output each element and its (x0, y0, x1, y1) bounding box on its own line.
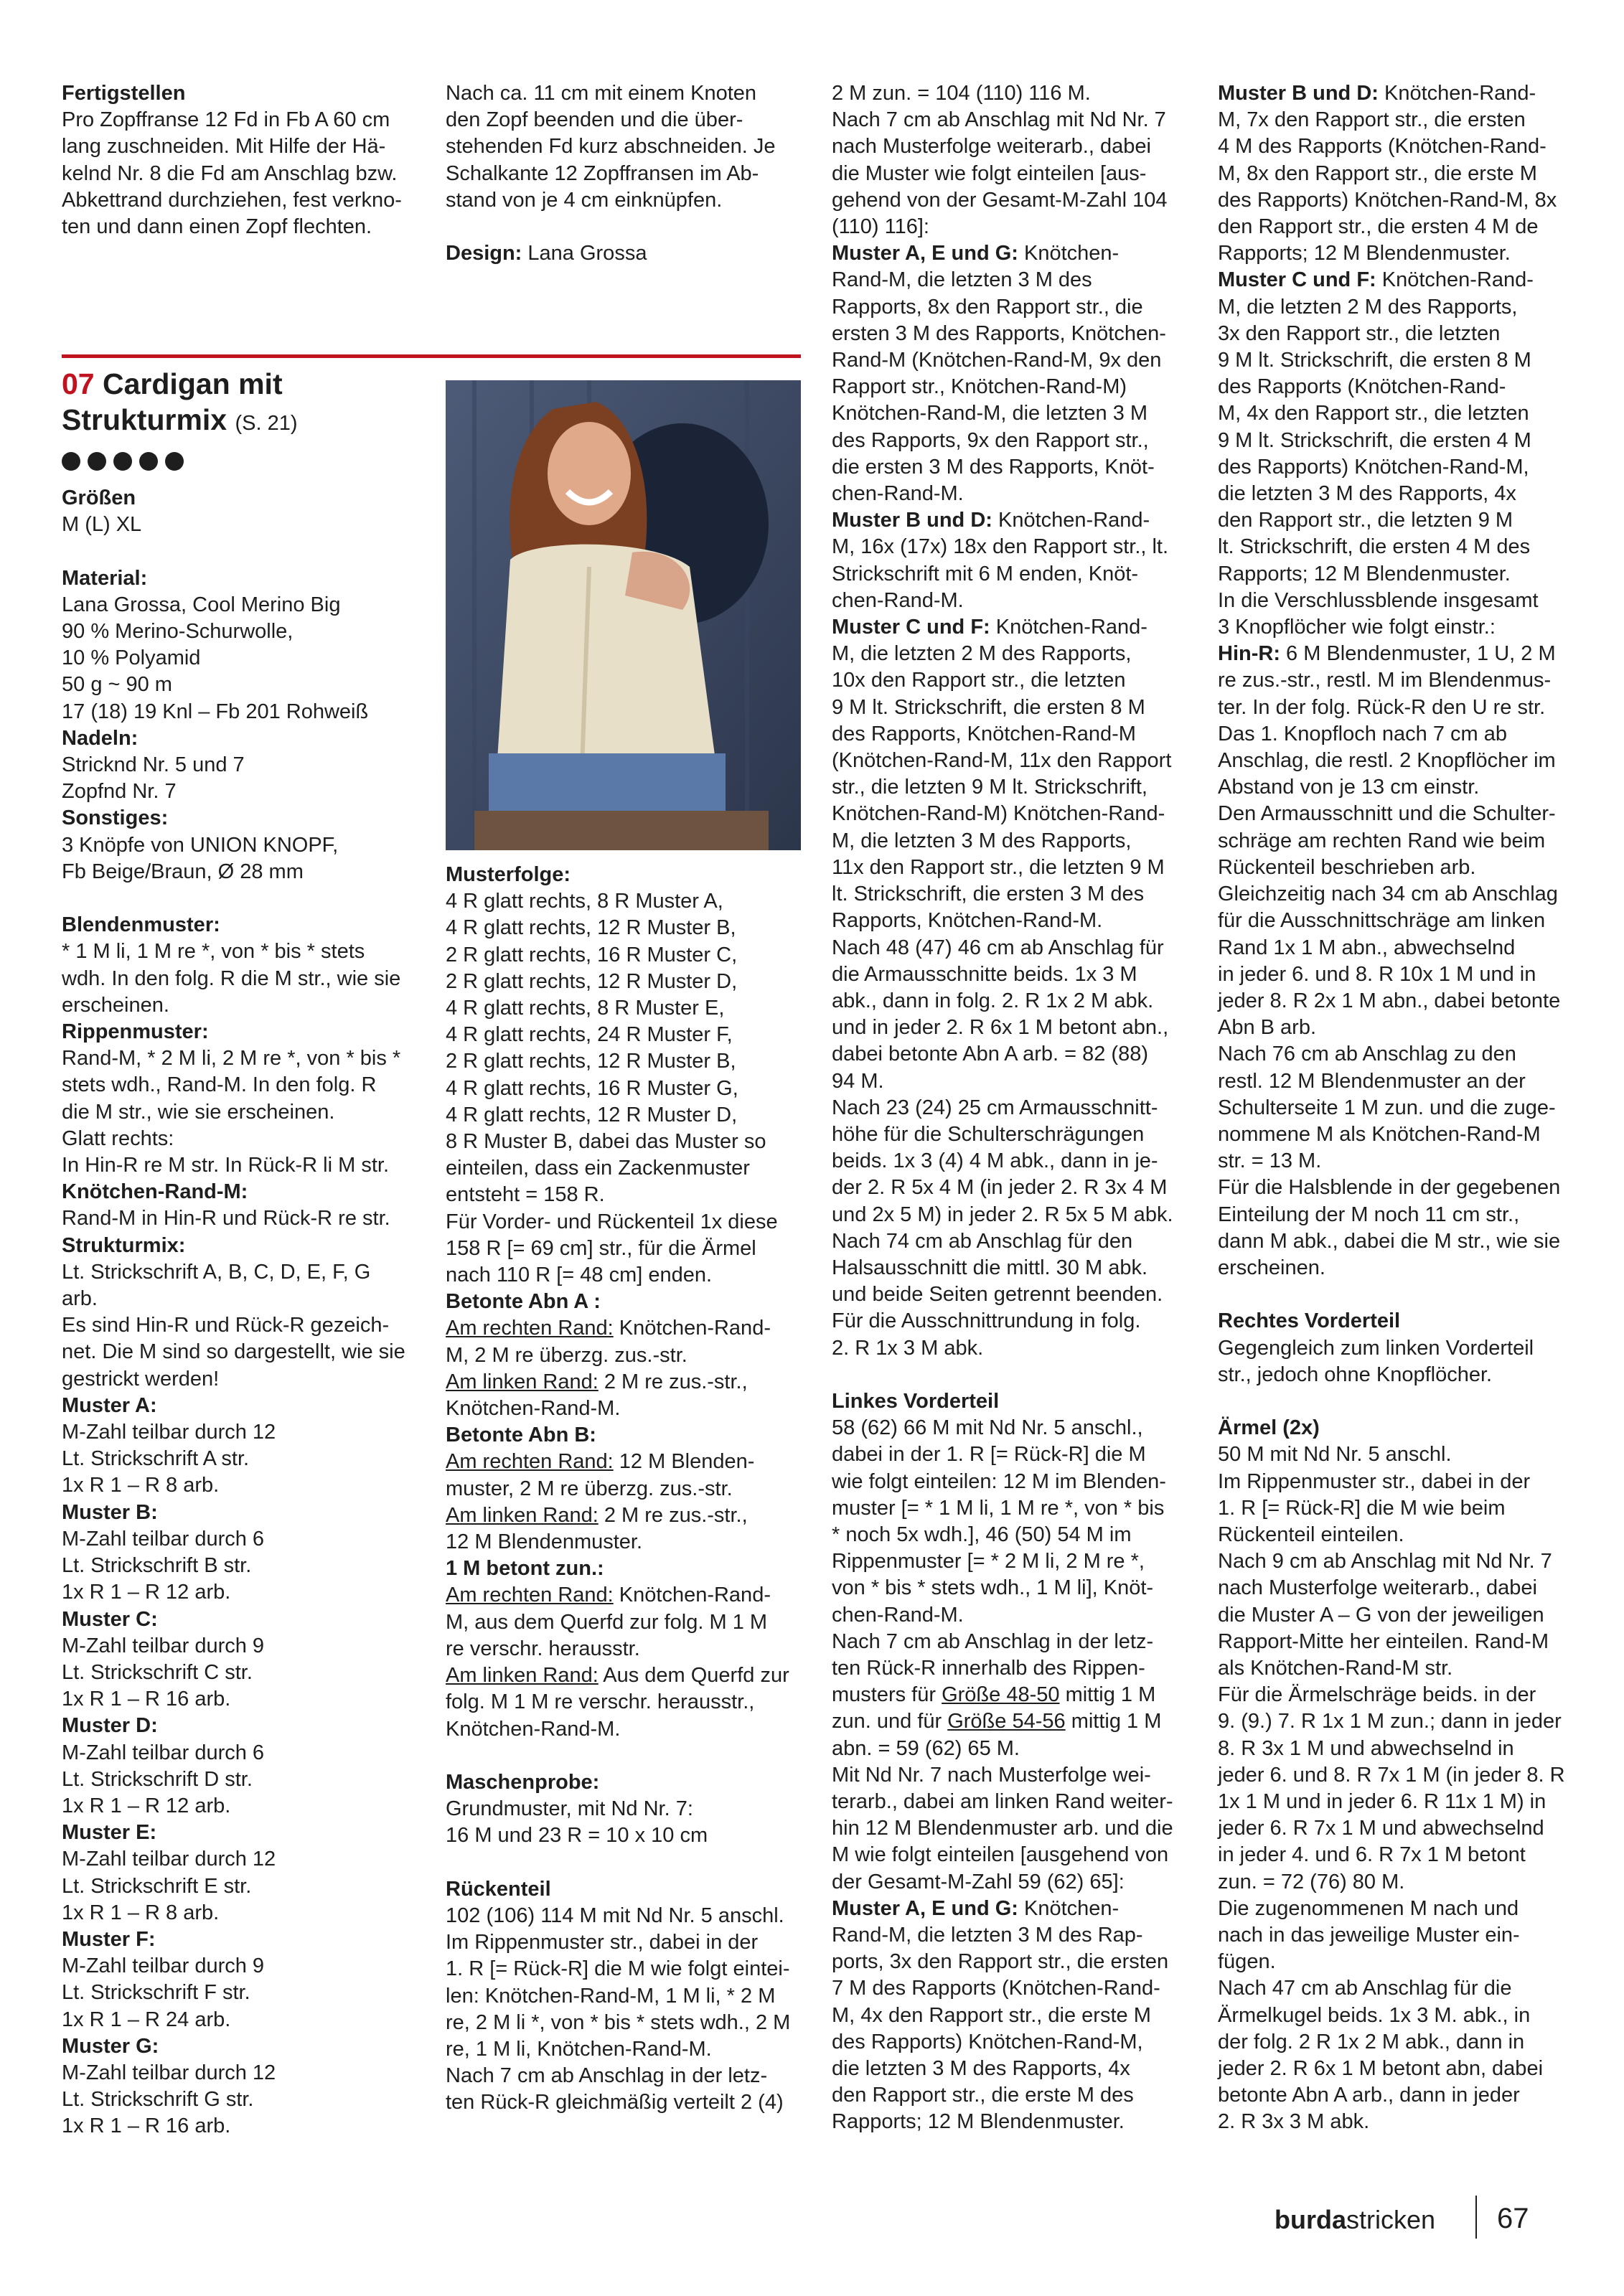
heading-fertigstellen: Fertigstellen (62, 82, 186, 105)
heading-strukturmix: Strukturmix: (62, 1233, 186, 1257)
text-muster-cf (832, 614, 1187, 1362)
design-value: Lana Grossa (522, 242, 647, 265)
label-muster-cf-2: Muster C und F: (1218, 268, 1376, 292)
heading-muster-d: Muster D: (62, 1714, 158, 1738)
difficulty-dot-icon (88, 452, 106, 471)
text-linker-rand: 2 M re zus.-str., 12 M Blendenmuster. (446, 1503, 748, 1554)
text-muster-b: M-Zahl teilbar durch 6 Lt. Strickschrift B str. 1x R 1 – R 12 arb. (62, 1527, 265, 1604)
column-4 (1218, 80, 1573, 2136)
label-muster-aeg-2: Muster A, E und G: (832, 1896, 1018, 1920)
text-material: Lana Grossa, Cool Merino Big 90 % Merino-Schurwolle, 10 % Polyamid 50 g ~ 90 m 17 (18) 19 Knl – Fb 201 Rohweiß (62, 593, 369, 723)
label-muster-bd: Muster B und D: (832, 509, 992, 532)
size-ref-54-56: Größe 54-56 (947, 1710, 1066, 1733)
text-betont-zun (446, 1582, 801, 1742)
label-muster-aeg: Muster A, E und G: (832, 242, 1018, 265)
text-knoetchen: Rand-M in Hin-R und Rück-R re str. (62, 1207, 390, 1231)
text-hin-r (1218, 641, 1573, 1281)
heading-muster-b: Muster B: (62, 1500, 158, 1524)
body-muster-bd-2: Knötchen-Rand- M, 7x den Rapport str., die ersten 4 M des Rapports (Knötchen-Rand- M, 8x den Rapport str., die erste M des Rapports) Knötchen-Rand-M, 8x den Rapport str., die ersten 4 M de Rapports; 12 M Blendenmuster. (1218, 82, 1557, 265)
heading-aermel: Ärmel (2x) (1218, 1416, 1320, 1440)
text-rechter-rand: Knötchen-Rand- M, 2 M re überzg. zus.-str. (446, 1317, 771, 1367)
heading-knoetchen: Knötchen-Rand-M: (62, 1180, 248, 1204)
design-label: Design: (446, 242, 522, 265)
heading-muster-f: Muster F: (62, 1927, 156, 1951)
label-linker-rand: Am linken Rand: (446, 1503, 599, 1527)
pattern-title (62, 366, 406, 441)
heading-betonte-abn-a: Betonte Abn A : (446, 1290, 601, 1314)
heading-sonstiges: Sonstiges: (62, 806, 169, 830)
heading-rueckenteil: Rückenteil (446, 1877, 551, 1901)
body-muster-aeg-2: Knötchen- Rand-M, die letzten 3 M des Rap- ports, 3x den Rapport str., die ersten 7 M des Rapports (Knötchen-Rand- M, 4x den Rapport str., die erste M des Rapports) Knötchen-Rand-M, die letzten 3 M des Rapports, 4x den Rapport str., die erste M des Rapports; 12 M Blendenmuster. (832, 1896, 1169, 2134)
text-groessen: M (L) XL (62, 513, 142, 537)
size-ref-48-50: Größe 48-50 (942, 1683, 1060, 1707)
text-fertigstellen: Pro Zopffranse 12 Fd in Fb A 60 cm lang zuschneiden. Mit Hilfe der Hä- kelnd Nr. 8 die Fd am Anschlag bzw. Abkettrand durchziehen, fest verkno- ten und dann einen Zopf flechten. (62, 108, 402, 239)
body-muster-bd: Knötchen-Rand- M, 16x (17x) 18x den Rapport str., lt. Strickschrift mit 6 M enden, Knöt- chen-Rand-M. (832, 509, 1169, 612)
column-2 (446, 80, 801, 267)
difficulty-dot-icon (113, 452, 132, 471)
column-1 (62, 80, 417, 240)
heading-muster-g: Muster G: (62, 2034, 159, 2058)
text-rueckenteil: 102 (106) 114 M mit Nd Nr. 5 anschl. Im Rippenmuster str., dabei in der 1. R [= Rück-R] die M wie folgt eintei- len: Knötchen-Rand-M, 1 M li, * 2 M re, 2 M li *, von * bis * stets wdh., 2 M re, 1 M li, Knötchen-Rand-M. Nach 7 cm ab Anschlag in der letz- ten Rück-R gleichmäßig verteilt 2 (4) (446, 1904, 791, 2114)
heading-betonte-abn-b: Betonte Abn B: (446, 1424, 596, 1447)
heading-groessen: Größen (62, 486, 136, 509)
page-reference: (S. 21) (235, 412, 298, 435)
body-linkes-1: 58 (62) 66 M mit Nd Nr. 5 anschl., dabei in der 1. R [= Rück-R] die M wie folgt einteilen: 12 M im Blenden- muster [= * 1 M li, 1 M re *, von * bis * noch 5x wdh.], 46 (50) 54 M im Rippenmuster [= * 2 M li, 2 M re *, von * bis * stets wdh., 1 M li], Knöt- chen-Rand-M. Nach 7 cm ab Anschlag in der letz- ten Rück-R innerhalb des Rippen- musters für (832, 1416, 1166, 1707)
text-muster-aeg (832, 240, 1187, 507)
pattern-number: 07 (62, 367, 95, 400)
heading-rechtes-vorderteil: Rechtes Vorderteil (1218, 1309, 1401, 1333)
text-linker-rand: 2 M re zus.-str., Knötchen-Rand-M. (446, 1370, 748, 1421)
heading-rippenmuster: Rippenmuster: (62, 1020, 209, 1044)
label-rechter-rand: Am rechten Rand: (446, 1317, 614, 1340)
text-blendenmuster: * 1 M li, 1 M re *, von * bis * stets wdh. In den folg. R die M str., wie sie erscheinen. (62, 940, 401, 1017)
label-rechter-rand: Am rechten Rand: (446, 1584, 614, 1607)
text-muster-e: M-Zahl teilbar durch 12 Lt. Strickschrift E str. 1x R 1 – R 8 arb. (62, 1848, 276, 1924)
label-hin-r: Hin-R: (1218, 642, 1280, 666)
label-linker-rand: Am linken Rand: (446, 1370, 599, 1393)
body-muster-aeg: Knötchen- Rand-M, die letzten 3 M des Rapports, 8x den Rapport str., die ersten 3 M des Rapports, Knötchen- Rand-M (Knötchen-Rand-M, 9x den Rapport str., Knötchen-Rand-M) Knötchen-Rand-M, die letzten 3 M des Rapports, 9x den Rapport str., die ersten 3 M des Rapports, Knöt- chen-Rand-M. (832, 242, 1166, 506)
heading-musterfolge: Musterfolge: (446, 863, 571, 886)
difficulty-dot-icon (62, 452, 80, 471)
text-muster-d: M-Zahl teilbar durch 6 Lt. Strickschrift D str. 1x R 1 – R 12 arb. (62, 1741, 265, 1817)
text-rechtes-vorderteil: Gegengleich zum linken Vorderteil str., jedoch ohne Knopflöcher. (1218, 1336, 1534, 1386)
difficulty-rating (62, 452, 184, 471)
brand-rest: stricken (1346, 2205, 1436, 2234)
pattern-name: Cardigan mit Strukturmix (62, 367, 283, 436)
text-muster-aeg-2 (832, 1896, 1187, 2136)
text-muster-g: M-Zahl teilbar durch 12 Lt. Strickschrift G str. 1x R 1 – R 16 arb. (62, 2061, 276, 2138)
text-muster-f: M-Zahl teilbar durch 9 Lt. Strickschrift F str. 1x R 1 – R 24 arb. (62, 1954, 265, 2031)
label-muster-bd-2: Muster B und D: (1218, 82, 1379, 105)
footer-divider (1475, 2196, 1477, 2239)
text-betonte-abn-a (446, 1315, 801, 1422)
difficulty-dot-icon (165, 452, 184, 471)
text-aermel: 50 M mit Nd Nr. 5 anschl. Im Rippenmuster str., dabei in der 1. R [= Rück-R] die M wie beim Rückenteil einteilen. Nach 9 cm ab Anschlag mit Nd Nr. 7 nach Musterfolge weiterarb., dabei die Muster A – G von der jeweiligen Rapport-Mitte her einteilen. Rand-M als Knötchen-Rand-M str. Für die Ärmelschräge beids. in der 9. (9.) 7. R 1x 1 M zun.; dann in jeder 8. R 3x 1 M und abwechselnd in jeder 6. und 8. R 7x 1 M (in jeder 8. R 1x 1 M und in jeder 6. R 11x 1 M) in jeder 6. R 7x 1 M und abwechselnd in jeder 4. und 6. R 7x 1 M betont zun. = 72 (76) 80 M. Die zugenommenen M nach und nach in das jeweilige Muster ein- fügen. Nach 47 cm ab Anschlag für die Ärmelkugel beids. 1x 3 M. abk., in der folg. 2 R 1x 2 M abk., dann in jeder 2. R 6x 1 M betont abn, dabei betonte Abn A arb., dann in jeder 2. R 3x 3 M abk. (1218, 1443, 1565, 2134)
text-muster-c: M-Zahl teilbar durch 9 Lt. Strickschrift C str. 1x R 1 – R 16 arb. (62, 1634, 265, 1711)
heading-material: Material: (62, 566, 148, 590)
text-maschenprobe: Grundmuster, mit Nd Nr. 7: 16 M und 23 R = 10 x 10 cm (446, 1797, 708, 1848)
text-muster-cf-2 (1218, 267, 1573, 641)
text-rechter-rand: 12 M Blenden- muster, 2 M re überzg. zus.-str. (446, 1450, 755, 1500)
label-linker-rand: Am linken Rand: (446, 1664, 599, 1688)
text-nadeln: Stricknd Nr. 5 und 7 Zopfnd Nr. 7 (62, 753, 245, 804)
heading-muster-e: Muster E: (62, 1821, 157, 1845)
text-zopf-intro: Nach ca. 11 cm mit einem Knoten den Zopf beenden und die über- stehenden Fd kurz abschneiden. Je Schalkante 12 Zopffransen im Ab- stand von je 4 cm einknüpfen. (446, 82, 776, 212)
text-muster-bd-2 (1218, 80, 1573, 267)
text-muster-a: M-Zahl teilbar durch 12 Lt. Strickschrift A str. 1x R 1 – R 8 arb. (62, 1421, 276, 1497)
column-1-lower (62, 485, 417, 2140)
text-betonte-abn-b (446, 1449, 801, 1556)
text-rippenmuster: Rand-M, * 2 M li, 2 M re *, von * bis * stets wdh., Rand-M. In den folg. R die M str., wie sie erscheinen. Glatt rechts: In Hin-R re M str. In Rück-R li M str. (62, 1047, 401, 1177)
column-2-lower (446, 862, 801, 2117)
heading-linkes-vorderteil: Linkes Vorderteil (832, 1389, 1000, 1413)
heading-betont-zun: 1 M betont zun.: (446, 1557, 604, 1581)
brand-bold: burda (1275, 2205, 1347, 2234)
design-credit (446, 240, 801, 267)
heading-blendenmuster: Blendenmuster: (62, 913, 220, 937)
text-sonstiges: 3 Knöpfe von UNION KNOPF, Fb Beige/Braun, Ø 28 mm (62, 833, 339, 883)
body-muster-cf-2: Knötchen-Rand- M, die letzten 2 M des Rapports, 3x den Rapport str., die letzten 9 M lt. Strickschrift, die ersten 8 M des Rapports (Knötchen-Rand- M, 4x den Rapport str., die letzten 9 M lt. Strickschrift, die ersten 4 M des Rapports) Knötchen-Rand-M, die letzten 3 M des Rapports, 4x den Rapport str., die letzten 9 M lt. Strickschrift, die ersten 4 M des Rapports; 12 M Blendenmuster. In die Verschlussblende insgesamt 3 Knopflöcher wie folgt einstr.: (1218, 268, 1539, 639)
photo-illustration (446, 380, 801, 850)
column-3 (832, 80, 1187, 2136)
text-musterfolge: 4 R glatt rechts, 8 R Muster A, 4 R glatt rechts, 12 R Muster B, 2 R glatt rechts, 16 R Muster C, 2 R glatt rechts, 12 R Muster D, 4 R glatt rechts, 8 R Muster E, 4 R glatt rechts, 24 R Muster F, 2 R glatt rechts, 12 R Muster B, 4 R glatt rechts, 16 R Muster G, 4 R glatt rechts, 12 R Muster D, 8 R Muster B, dabei das Muster so einteilen, dass ein Zackenmuster entsteht = 158 R. Für Vorder- und Rückenteil 1x diese 158 R [= 69 cm] str., für die Ärmel nach 110 R [= 48 cm] enden. (446, 890, 778, 1287)
body-hin-r: 6 M Blendenmuster, 1 U, 2 M re zus.-str., restl. M im Blendenmus- ter. In der folg. Rück-R den U re str. Das 1. Knopfloch nach 7 cm ab Anschlag, die restl. 2 Knopflöcher im Abstand von je 13 cm einstr. Den Armausschnitt und die Schulter- schräge am rechten Rand wie beim Rückenteil beschrieben arb. Gleichzeitig nach 34 cm ab Anschlag für die Ausschnittschräge am linken Rand 1x 1 M abn., abwechselnd in jeder 6. und 8. R 10x 1 M und in jeder 8. R 2x 1 M abn., dabei betonte Abn B arb. Nach 76 cm ab Anschlag zu den restl. 12 M Blendenmuster an der Schulterseite 1 M zun. und die zuge- nommene M als Knötchen-Rand-M str. = 13 M. Für die Halsblende in der gegebenen Einteilung der M noch 11 cm str., dann M abk., dabei die M str., wie sie erscheinen. (1218, 642, 1561, 1279)
page-number: 67 (1497, 2203, 1529, 2234)
heading-muster-c: Muster C: (62, 1607, 158, 1631)
label-rechter-rand: Am rechten Rand: (446, 1450, 614, 1474)
text-rechter-rand: Knötchen-Rand- M, aus dem Querfd zur folg. M 1 M re verschr. herausstr. (446, 1584, 771, 1660)
heading-nadeln: Nadeln: (62, 726, 139, 750)
text-rueckenteil-cont: 2 M zun. = 104 (110) 116 M. Nach 7 cm ab Anschlag mit Nd Nr. 7 nach Musterfolge weiterarb., dabei die Muster wie folgt einteilen [aus- gehend von der Gesamt-M-Zahl 104 (110) 116]: (832, 82, 1168, 239)
body-linkes-3: mittig 1 M abn. = 59 (62) 65 M. Mit Nd Nr. 7 nach Musterfolge wei- terarb., dabei am linken Rand weiter- hin 12 M Blendenmuster arb. und die M wie folgt einteilen [ausgehend von der Gesamt-M-Zahl 59 (62) 65]: (832, 1710, 1173, 1893)
magazine-brand (1275, 2206, 1435, 2234)
heading-maschenprobe: Maschenprobe: (446, 1770, 600, 1794)
text-muster-bd (832, 507, 1187, 614)
label-muster-cf: Muster C und F: (832, 616, 990, 639)
text-linkes-vorderteil (832, 1415, 1187, 1896)
heading-muster-a: Muster A: (62, 1393, 157, 1417)
section-rule (62, 354, 801, 358)
text-strukturmix: Lt. Strickschrift A, B, C, D, E, F, G arb. Es sind Hin-R und Rück-R gezeich- net. Die M sind so dargestellt, wie sie gestrickt werden! (62, 1260, 405, 1391)
body-muster-cf: Knötchen-Rand- M, die letzten 2 M des Rapports, 10x den Rapport str., die letzten 9 M lt. Strickschrift, die ersten 8 M des Rapports, Knötchen-Rand-M (Knötchen-Rand-M, 11x den Rapport str., die letzten 9 M lt. Strickschrift, Knötchen-Rand-M) Knötchen-Rand- M, die letzten 3 M des Rapports, 11x den Rapport str., die letzten 9 M lt. Strickschrift, die ersten 3 M des Rapports, Knötchen-Rand-M. Nach 48 (47) 46 cm ab Anschlag für die Armausschnitte beids. 1x 3 M abk., dann in folg. 2. R 1x 2 M abk. und in jeder 2. R 6x 1 M betont abn., dabei betonte Abn A arb. = 82 (88) 94 M. Nach 23 (24) 25 cm Armausschnitt- höhe für die Schulterschrägungen beids. 1x 3 (4) 4 M abk., dann in je- der 2. R 5x 4 M (in jeder 2. R 3x 4 M und 2x 5 M) in jeder 2. R 5x 5 M abk. Nach 74 cm ab Anschlag für den Halsausschnitt die mittl. 30 M abk. und beide Seiten getrennt beenden. Für die Ausschnittrundung in folg. 2. R 1x 3 M abk. (832, 616, 1173, 1360)
text-linker-rand: Aus dem Querfd zur folg. M 1 M re verschr. herausstr., Knötchen-Rand-M. (446, 1664, 789, 1741)
body-linkes-2: mittig 1 M zun. und für (832, 1683, 1156, 1733)
cardigan-photo (446, 380, 801, 850)
difficulty-dot-icon (139, 452, 158, 471)
